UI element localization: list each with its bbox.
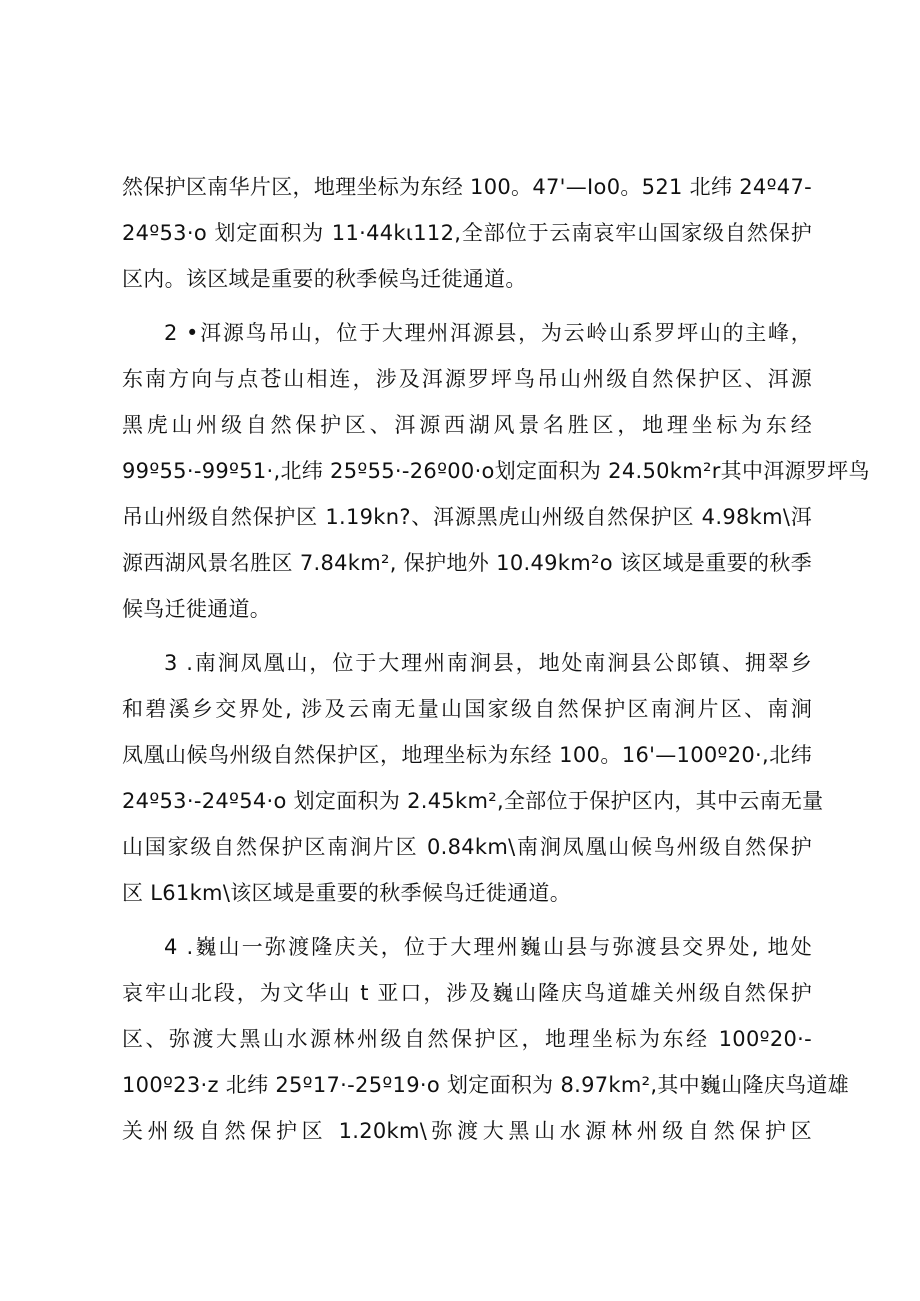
text-line: 区、弥渡大黑山水源林州级自然保护区，地理坐标为东经 100º20·- bbox=[122, 1027, 812, 1051]
text-line: 关州级自然保护区 1.20km\弥渡大黑山水源林州级自然保护区 bbox=[122, 1119, 812, 1143]
text-line: 候鸟迁徙通道。 bbox=[122, 597, 272, 621]
text-line: 区内。该区域是重要的秋季候鸟迁徙通道。 bbox=[122, 267, 527, 291]
text-line: 3 .南涧凤凰山，位于大理州南涧县，地处南涧县公郎镇、拥翠乡 bbox=[164, 651, 812, 675]
text-line: 24º53·o 划定面积为 11·44kι112,全部位于云南哀牢山国家级自然保护 bbox=[122, 221, 812, 245]
text-line: 2 •洱源鸟吊山，位于大理州洱源县，为云岭山系罗坪山的主峰， bbox=[164, 321, 812, 345]
text-line: 吊山州级自然保护区 1.19kn?、洱源黑虎山州级自然保护区 4.98km\洱 bbox=[122, 505, 812, 529]
text-line: 区 L61km\该区域是重要的秋季候鸟迁徙通道。 bbox=[122, 881, 571, 905]
text-line: 东南方向与点苍山相连，涉及洱源罗坪鸟吊山州级自然保护区、洱源 bbox=[122, 367, 812, 391]
text-line: 和碧溪乡交界处, 涉及云南无量山国家级自然保护区南涧片区、南涧 bbox=[122, 697, 812, 721]
text-line: 100º23·z 北纬 25º17·-25º19·o 划定面积为 8.97km²,其中巍山隆庆鸟道雄 bbox=[122, 1073, 850, 1097]
text-line: 山国家级自然保护区南涧片区 0.84km\南涧凤凰山候鸟州级自然保护 bbox=[122, 835, 812, 859]
text-line: 哀牢山北段，为文华山 t 亚口，涉及巍山隆庆鸟道雄关州级自然保护 bbox=[122, 981, 812, 1005]
text-line: 然保护区南华片区，地理坐标为东经 100。47'—Io0。521 北纬 24º47- bbox=[122, 175, 812, 199]
text-line: 源西湖风景名胜区 7.84km², 保护地外 10.49km²o 该区域是重要的秋季 bbox=[122, 551, 812, 575]
text-line: 4 .巍山一弥渡隆庆关，位于大理州巍山县与弥渡县交界处, 地处 bbox=[164, 935, 812, 959]
text-line: 24º53·-24º54·o 划定面积为 2.45km²,全部位于保护区内，其中云南无量 bbox=[122, 789, 824, 813]
text-line: 凤凰山候鸟州级自然保护区，地理坐标为东经 100。16'—100º20·,北纬 bbox=[122, 743, 812, 767]
text-line: 黑虎山州级自然保护区、洱源西湖风景名胜区，地理坐标为东经 bbox=[122, 413, 812, 437]
text-line: 99º55·-99º51·,北纬 25º55·-26º00·o划定面积为 24.50km²r其中洱源罗坪鸟 bbox=[122, 459, 870, 483]
body-text bbox=[122, 164, 870, 1154]
